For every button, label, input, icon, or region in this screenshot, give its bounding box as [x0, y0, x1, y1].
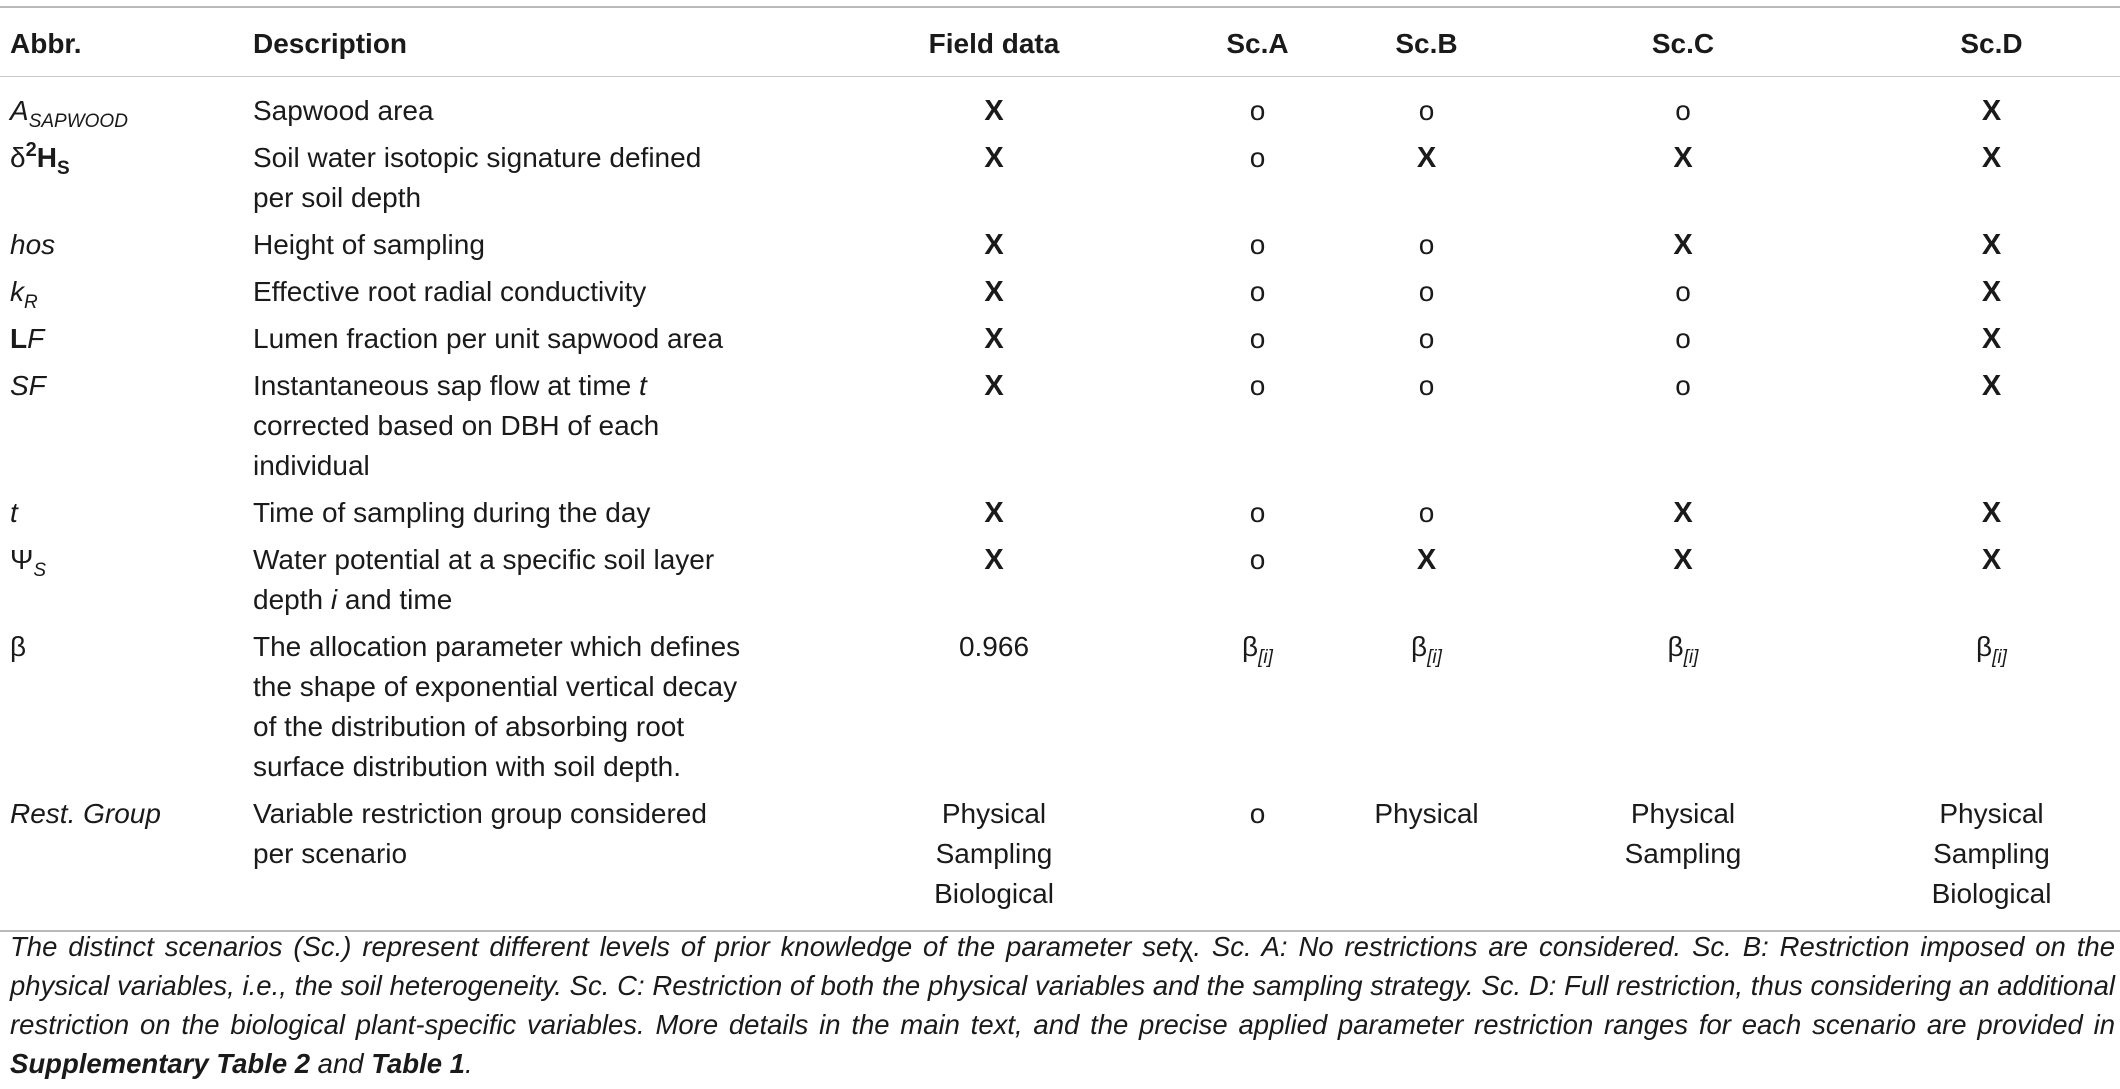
- row-abbr: $k_R$: [10, 276, 38, 313]
- cell-sc-a: o: [1249, 276, 1266, 307]
- cell-sc-a: o: [1249, 544, 1266, 575]
- cell-field-data: X: [984, 370, 1004, 402]
- cell-sc-b: o: [1418, 323, 1435, 354]
- cell-sc-b: o: [1418, 370, 1435, 401]
- cell-sc-a: o: [1249, 370, 1266, 401]
- caption-ref-supplementary-table: Supplementary Table 2: [10, 1048, 311, 1079]
- table-row: [0, 486, 2120, 533]
- cell-sc-d: Physical Sampling Biological: [1931, 798, 2052, 909]
- cell-sc-b: Physical: [1374, 798, 1479, 829]
- table-row: [0, 312, 2120, 359]
- table-row: [0, 620, 2120, 787]
- cell-sc-a: o: [1249, 323, 1266, 354]
- cell-sc-c: X: [1673, 544, 1693, 576]
- caption-ref-table-1: Table 1: [371, 1048, 465, 1079]
- cell-sc-d: X: [1981, 95, 2002, 127]
- table-row: [0, 131, 2120, 218]
- row-abbr: $\delta^2H_S$: [10, 139, 70, 179]
- cell-sc-c: X: [1673, 497, 1693, 529]
- row-abbr: SF: [10, 370, 46, 401]
- parameter-table: [0, 8, 2120, 930]
- table-header-row: [0, 8, 2120, 76]
- cell-sc-d: X: [1981, 229, 2002, 261]
- parameter-table-container: [0, 6, 2120, 932]
- table-row: [0, 359, 2120, 486]
- cell-sc-d: X: [1981, 142, 2002, 174]
- row-description: Instantaneous sap flow at time t corrected based on DBH of each individual: [253, 370, 660, 481]
- cell-sc-c: $\beta_{[i]}$: [1667, 631, 1699, 668]
- cell-field-data: X: [984, 323, 1004, 355]
- row-abbr: $A_{SAPWOOD}$: [10, 95, 128, 132]
- cell-sc-a: o: [1249, 229, 1266, 260]
- row-description: Variable restriction group considered per scenario: [253, 798, 707, 869]
- row-description: Lumen fraction per unit sapwood area: [253, 323, 724, 354]
- cell-sc-a: o: [1249, 142, 1266, 173]
- cell-sc-d: X: [1981, 323, 2002, 355]
- table-row: [0, 218, 2120, 265]
- cell-sc-d: X: [1981, 497, 2002, 529]
- cell-sc-a: o: [1249, 497, 1266, 528]
- cell-sc-d: X: [1981, 544, 2002, 576]
- row-description: Soil water isotopic signature defined per soil depth: [253, 142, 702, 213]
- cell-field-data: X: [984, 497, 1004, 529]
- cell-field-data: X: [984, 95, 1004, 127]
- cell-sc-b: o: [1418, 95, 1435, 126]
- table-row: [0, 265, 2120, 312]
- cell-field-data: X: [984, 276, 1004, 308]
- row-description: Effective root radial conductivity: [253, 276, 647, 307]
- table-row: [0, 77, 2120, 131]
- row-description: Time of sampling during the day: [253, 497, 651, 528]
- row-abbr: LF: [10, 323, 45, 354]
- row-description: Water potential at a specific soil layer depth i and time: [253, 544, 715, 615]
- table-row: [0, 533, 2120, 620]
- header-sc-b: Sc.B: [1395, 28, 1458, 59]
- cell-sc-b: X: [1416, 142, 1437, 174]
- header-sc-a: Sc.A: [1226, 28, 1289, 59]
- row-abbr: hos: [10, 229, 56, 260]
- header-abbr: Abbr.: [10, 28, 82, 59]
- cell-field-data: 0.966: [958, 631, 1030, 662]
- cell-sc-c: o: [1675, 323, 1691, 354]
- row-abbr: $\Psi_S$: [10, 544, 47, 581]
- row-abbr: t: [10, 497, 18, 528]
- cell-sc-b: X: [1416, 544, 1437, 576]
- cell-sc-d: X: [1981, 370, 2002, 402]
- cell-sc-b: o: [1418, 497, 1435, 528]
- cell-sc-b: o: [1418, 229, 1435, 260]
- row-abbr: Rest. Group: [10, 798, 161, 829]
- table-caption: The distinct scenarios (Sc.) represent different levels of prior knowledge of the parameter setχ. Sc. A: No restrictions are considered. Sc. B: Restriction imposed on the physical variables, i.e., the soil heterogeneity. Sc. C: Restriction of both the physical variables and the sampling strategy. Sc. D: Full restriction, thus considering an additional restriction on the biological plant-specific variables. More details in the main text, and the precise applied parameter restriction ranges for each scenario are provided in Supplementary Table 2 and Table 1.: [10, 931, 2115, 1079]
- cell-sc-c: X: [1673, 142, 1693, 174]
- header-sc-c: Sc.C: [1651, 28, 1715, 59]
- table-row: [0, 787, 2120, 930]
- header-field-data: Field data: [928, 28, 1060, 59]
- cell-field-data: Physical Sampling Biological: [934, 798, 1054, 909]
- cell-field-data: X: [984, 544, 1004, 576]
- cell-sc-d: X: [1981, 276, 2002, 308]
- cell-sc-c: o: [1675, 95, 1691, 126]
- row-description: The allocation parameter which defines the shape of exponential vertical decay of the distribution of absorbing root surface distribution with soil depth.: [253, 631, 741, 782]
- cell-sc-b: $\beta_{[i]}$: [1411, 631, 1442, 668]
- cell-sc-a: o: [1249, 95, 1266, 126]
- cell-sc-b: o: [1418, 276, 1435, 307]
- cell-sc-c: Physical Sampling: [1624, 798, 1742, 869]
- cell-field-data: X: [984, 229, 1004, 261]
- header-description: Description: [253, 28, 408, 59]
- cell-sc-c: X: [1673, 229, 1693, 261]
- cell-sc-a: $\beta_{[i]}$: [1242, 631, 1273, 668]
- cell-sc-c: o: [1675, 370, 1691, 401]
- row-description: Sapwood area: [253, 95, 434, 126]
- cell-sc-a: o: [1249, 798, 1266, 829]
- cell-field-data: X: [984, 142, 1004, 174]
- row-abbr: β: [10, 631, 27, 662]
- row-description: Height of sampling: [253, 229, 485, 260]
- header-sc-d: Sc.D: [1960, 28, 2023, 59]
- cell-sc-c: o: [1675, 276, 1691, 307]
- cell-sc-d: $\beta_{[i]}$: [1976, 631, 2007, 668]
